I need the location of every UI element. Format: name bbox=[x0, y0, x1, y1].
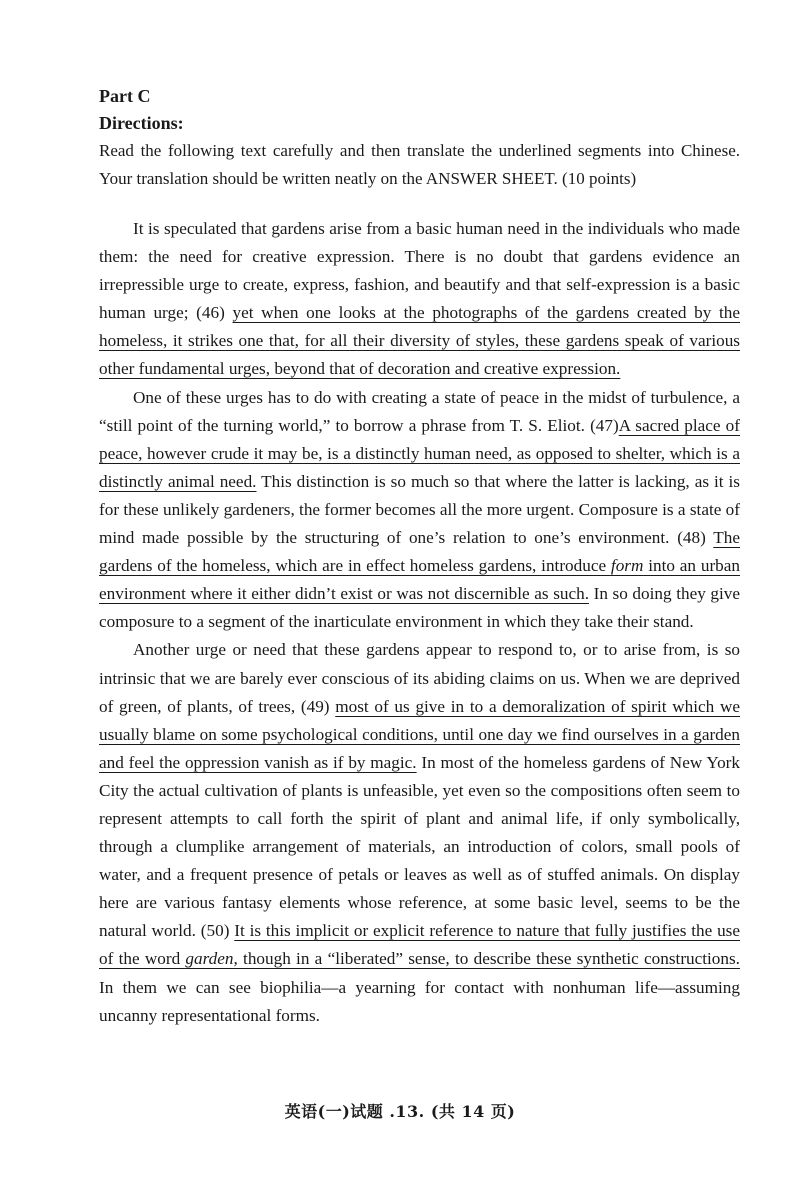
underlined-segment-49: most of us give in to a demoralization of spirit which we usually blame on some psychological conditions, until one day we find ourselves in a garden and feel the oppression vanish as if by magic. bbox=[99, 696, 740, 772]
underlined-segment-47: A sacred place of peace, however crude it may be, is a distinctly human need, as opposed to shelter, which is a distinctly animal need. bbox=[99, 415, 740, 491]
underlined-segment-50-part-b: , though in a “liberated” sense, to describe these synthetic constructions. bbox=[233, 949, 740, 969]
paragraph-3 bbox=[99, 636, 740, 1029]
directions-heading: Directions: bbox=[99, 113, 184, 133]
part-heading: Part C bbox=[99, 86, 151, 106]
paragraph-2-text-1: One of these urges has to do with creating a state of peace in the midst of turbulence, a “still point of the turning world,” to borrow a phrase from T. S. Eliot. (47) bbox=[99, 387, 740, 435]
underlined-segment-48-part-a: The gardens of the homeless, which are in effect homeless gardens, introduce bbox=[99, 528, 740, 576]
underlined-segment-46: yet when one looks at the photographs of the gardens created by the homeless, it strikes one that, for all their diversity of styles, these gardens speak of various other fundamental urges, beyond that of decoration and creative expression. bbox=[99, 303, 740, 379]
paragraph-1-text-1: It is speculated that gardens arise from a basic human need in the individuals who made them: the need for creative expression. There is no doubt that gardens evidence an irrepressible urge to create, express, fashion, and beautify and that self-expression is a basic human urge; (46) bbox=[99, 219, 740, 323]
paragraph-2 bbox=[99, 384, 740, 637]
passage bbox=[99, 215, 740, 1030]
paragraph-2-text-2: This distinction is so much so that where the latter is lacking, as it is for these unlikely gardeners, the former becomes all the more urgent. Composure is a state of mind made possible by the structuring of one’s relation to one’s environment. (48) bbox=[99, 471, 740, 548]
underlined-segment-48-part-b: into an urban environment where it either didn’t exist or was not discernible as such. bbox=[99, 556, 740, 604]
directions-text: Read the following text carefully and then translate the underlined segments into Chinese. Your translation should be written neatly on the ANSWER SHEET. (10 points) bbox=[99, 141, 740, 188]
underlined-segment-50-part-a: It is this implicit or explicit reference to nature that fully justifies the use of the word bbox=[99, 921, 740, 969]
content-area bbox=[99, 84, 740, 1030]
emphasis-form: form bbox=[610, 556, 644, 576]
paragraph-3-text-3: In them we can see biophilia—a yearning for contact with nonhuman life—assuming uncanny representational forms. bbox=[99, 977, 740, 1025]
paragraph-1 bbox=[99, 215, 740, 384]
page-footer: 英语(一)试题 .13. (共 14 页) bbox=[284, 1102, 516, 1121]
emphasis-garden: garden bbox=[185, 949, 234, 969]
paragraph-3-text-1: Another urge or need that these gardens appear to respond to, or to arise from, is so intrinsic that we are barely ever conscious of its abiding claims on us. When we are deprived of green, of plants, of trees, (49) bbox=[99, 640, 740, 716]
paragraph-2-text-3: In so doing they give composure to a segment of the inarticulate environment in which they take their stand. bbox=[99, 584, 740, 632]
paragraph-3-text-2: In most of the homeless gardens of New York City the actual cultivation of plants is unfeasible, yet even so the compositions often seem to represent attempts to call forth the spirit of plant and animal life, if only symbolically, through a clumplike arrangement of materials, an introduction of colors, small pools of water, and a frequent presence of petals or leaves as well as of stuffed animals. On display here are various fantasy elements whose reference, at some basic level, seems to be the natural world. (50) bbox=[99, 752, 740, 941]
